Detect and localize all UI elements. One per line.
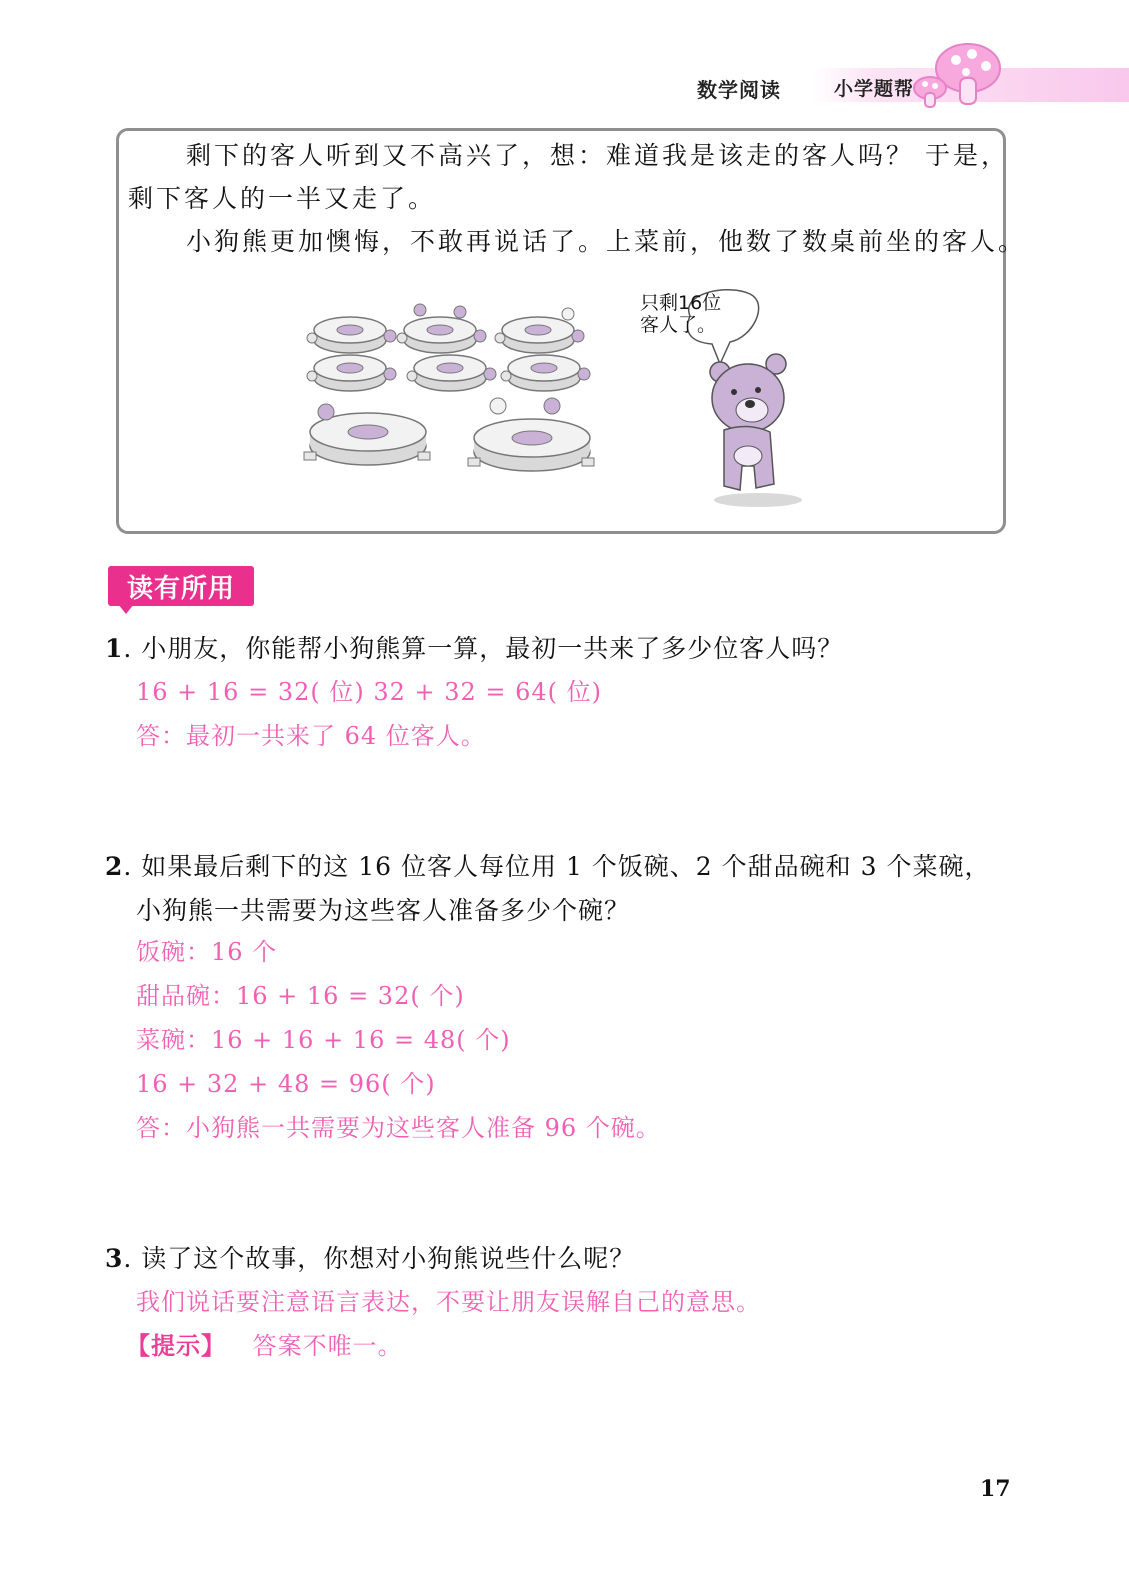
answer-line: 答：最初一共来了 64 位客人。 <box>136 722 486 750</box>
speech-bubble-line-2: 客人了。 <box>640 314 717 336</box>
header-book-title: 数学阅读 <box>697 78 781 102</box>
question-2 <box>105 854 990 879</box>
mushroom-icon <box>910 38 1010 110</box>
story-line-1: 剩下的客人听到又不高兴了，想：难道我是该走的客人吗？ 于是， <box>186 141 1009 170</box>
answer-line: 菜碗：16 + 16 + 16 = 48( 个) <box>136 1026 511 1054</box>
hint-label: 【提示】 <box>126 1332 226 1360</box>
section-banner-label: 读有所用 <box>126 574 235 604</box>
question-1 <box>105 636 843 661</box>
page-number: 17 <box>980 1476 1011 1502</box>
story-line-3: 小狗熊更加懊悔，不敢再说话了。上菜前，他数了数桌前坐的客人。 <box>186 227 1027 256</box>
answer-line: 饭碗：16 个 <box>136 938 278 966</box>
question-3 <box>105 1246 635 1271</box>
question-number: 1 <box>105 634 124 663</box>
section-banner-tail <box>118 604 134 614</box>
speech-bubble-line-1: 只剩16位 <box>640 292 722 314</box>
question-text: . 如果最后剩下的这 16 位客人每位用 1 个饭碗、2 个甜品碗和 3 个菜碗， <box>123 852 991 881</box>
answer-line: 16 + 32 + 48 = 96( 个) <box>136 1070 436 1098</box>
header-series-title: 小学题帮 <box>834 78 915 100</box>
speech-bubble-text <box>640 292 740 336</box>
answer-line: 16 + 16 = 32( 位) 32 + 32 = 64( 位) <box>136 678 603 706</box>
answer-line: 甜品碗：16 + 16 = 32( 个) <box>136 982 465 1010</box>
answer-line: 答：小狗熊一共需要为这些客人准备 96 个碗。 <box>136 1114 661 1142</box>
hint-text: 答案不唯一。 <box>252 1332 403 1360</box>
question-number: 2 <box>105 852 124 881</box>
answer-line: 我们说话要注意语言表达，不要让朋友误解自己的意思。 <box>136 1288 761 1316</box>
hint-line <box>126 1334 403 1358</box>
banquet-illustration <box>300 286 820 514</box>
question-text-continued: 小狗熊一共需要为这些客人准备多少个碗？ <box>136 896 631 925</box>
question-text: . 小朋友，你能帮小狗熊算一算，最初一共来了多少位客人吗？ <box>123 634 844 663</box>
story-line-2: 剩下客人的一半又走了。 <box>128 184 437 213</box>
question-text: . 读了这个故事，你想对小狗熊说些什么呢？ <box>123 1244 636 1273</box>
question-number: 3 <box>105 1244 124 1273</box>
